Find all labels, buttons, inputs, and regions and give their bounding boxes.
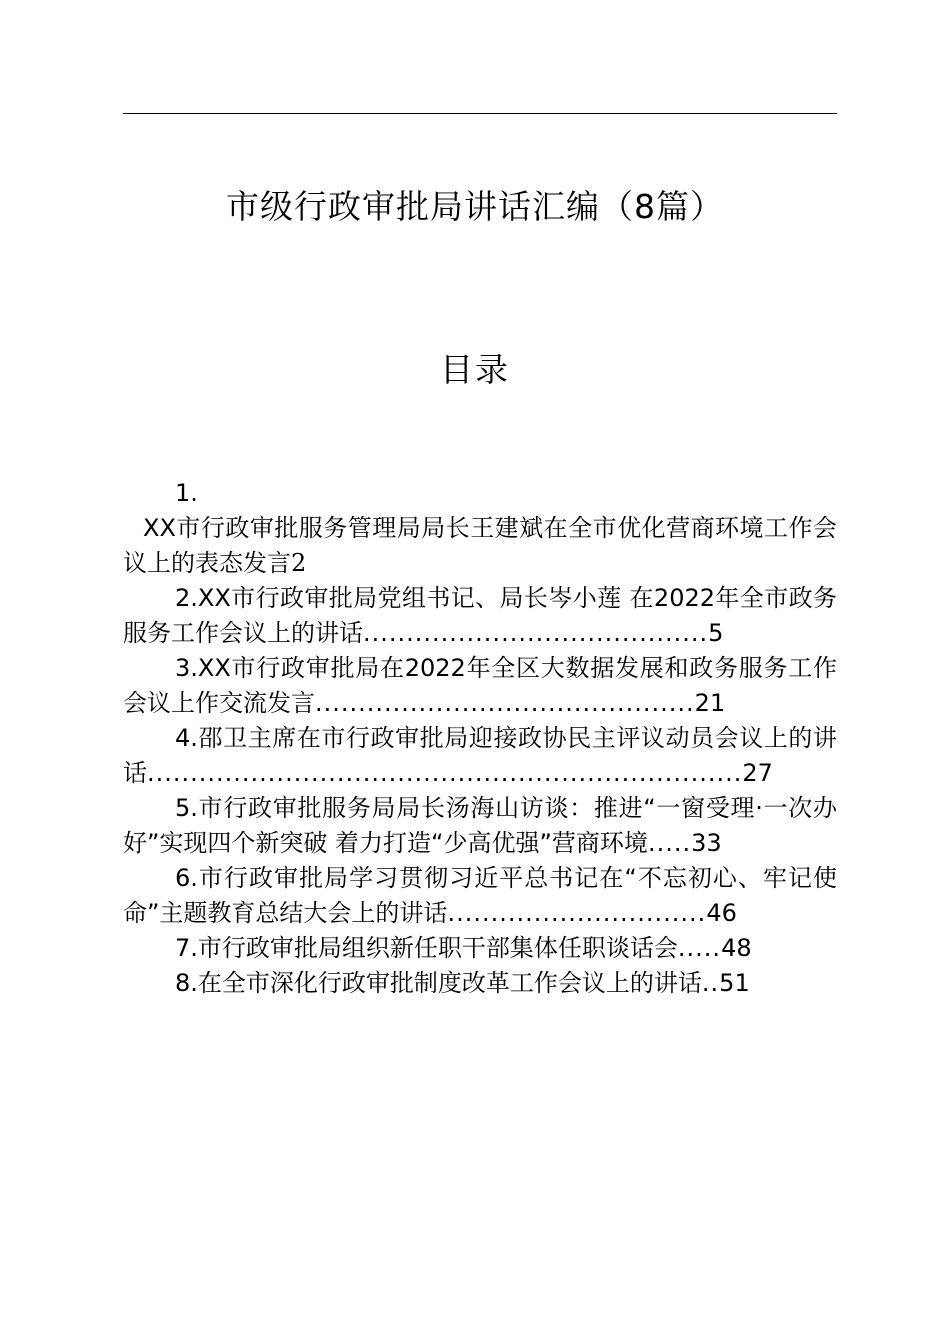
toc-entry-6[interactable] (123, 861, 837, 931)
toc-entry-leader: ..... (677, 934, 722, 962)
toc-entry-7[interactable] (123, 931, 837, 966)
toc-entry-page: 48 (721, 934, 752, 962)
toc-entry-number: 3. (175, 654, 198, 682)
toc-entry-number: 6. (175, 864, 198, 892)
toc-entry-leader: .............................. (447, 899, 707, 927)
toc-entry-leader: ........................................ (363, 619, 709, 647)
toc-entry-title: 市行政审批服务局局长汤海山访谈：推进“一窗受理·一次办好”实现四个新突破 着力打造“少高优强”营商环境 (123, 794, 837, 857)
toc-entry-leader: .. (701, 969, 720, 997)
toc-entry-number: 2. (175, 584, 198, 612)
toc-entry-leader: ..... (647, 829, 692, 857)
toc-entry-title: 在全市深化行政审批制度改革工作会议上的讲话 (197, 969, 702, 997)
toc-entry-8[interactable] (123, 966, 837, 1001)
toc-entry-page: 27 (742, 759, 773, 787)
toc-entry-page: 2 (291, 549, 307, 577)
toc-entry-number: 1. (175, 479, 198, 507)
toc-entry-title: XX市行政审批局在2022年全区大数据发展和政务服务工作会议上作交流发言 (123, 654, 837, 717)
toc-entry-title: XX市行政审批服务管理局局长王建斌在全市优化营商环境工作会议上的表态发言 (123, 514, 837, 577)
toc-entry-5[interactable] (123, 791, 837, 861)
toc-entry-title: XX市行政审批局党组书记、局长岑小莲 在2022年全市政务服务工作会议上的讲话 (123, 584, 837, 647)
toc-entry-number: 8. (175, 969, 198, 997)
toc-entry-page: 33 (691, 829, 722, 857)
toc-entry-page: 46 (706, 899, 737, 927)
document-title: 市级行政审批局讲话汇编（8篇） (226, 187, 724, 226)
toc-entry-2[interactable] (123, 581, 837, 651)
toc-entry-1[interactable] (123, 476, 837, 581)
toc-entry-page: 5 (708, 619, 724, 647)
table-of-contents (123, 476, 837, 1001)
toc-entry-page: 51 (719, 969, 750, 997)
toc-entry-leader: ..................................................................... (147, 759, 743, 787)
toc-entry-title: 市行政审批局组织新任职干部集体任职谈话会 (197, 934, 678, 962)
toc-entry-3[interactable] (123, 651, 837, 721)
toc-entry-title: 市行政审批局学习贯彻习近平总书记在“不忘初心、牢记使命”主题教育总结大会上的讲话 (123, 864, 837, 927)
toc-entry-number: 5. (175, 794, 198, 822)
toc-entry-page: 21 (694, 689, 726, 717)
toc-entry-number: 4. (175, 724, 198, 752)
toc-entry-4[interactable] (123, 721, 837, 791)
toc-entry-number: 7. (175, 934, 198, 962)
toc-heading: 目录 (440, 350, 510, 389)
toc-entry-title: 邵卫主席在市行政审批局迎接政协民主评议动员会议上的讲话 (123, 724, 837, 787)
header-rule (123, 113, 837, 114)
toc-entry-leader: ............................................ (315, 689, 695, 717)
